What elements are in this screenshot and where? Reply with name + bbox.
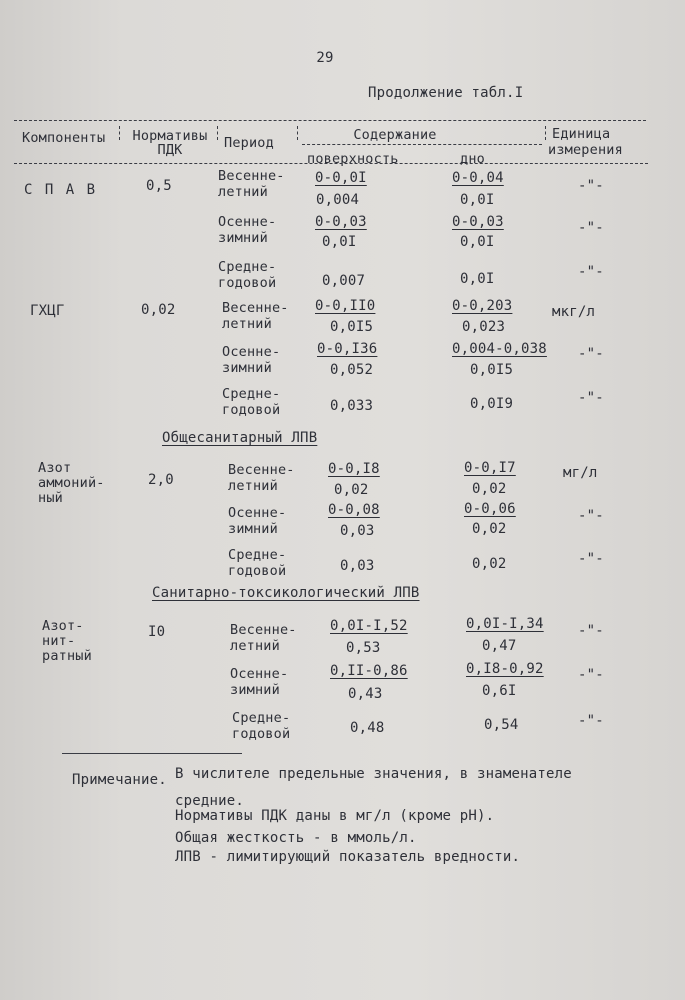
- surface-mean: 0,03: [340, 523, 375, 539]
- component-norm: 0,02: [141, 302, 176, 318]
- unit-value: мкг/л: [552, 304, 596, 320]
- bottom-mean: 0,0I9: [470, 396, 514, 412]
- header-unit-line2: измерения: [548, 142, 623, 158]
- period-label: Весенне-: [230, 622, 297, 638]
- header-unit-line1: Единица: [552, 126, 611, 142]
- period-label: Средне-: [218, 259, 277, 275]
- period-label: Средне-: [222, 386, 281, 402]
- footnote-rule: [62, 753, 242, 754]
- surface-mean: 0,004: [316, 192, 360, 208]
- bottom-mean: 0,54: [484, 717, 519, 733]
- unit-value: -"-: [578, 390, 604, 406]
- table-continuation-caption: Продолжение табл.I: [368, 85, 524, 101]
- header-separator: [297, 126, 298, 140]
- unit-value: -"-: [578, 264, 604, 280]
- section-heading: Общесанитарный ЛПВ: [162, 430, 318, 446]
- period-label: годовой: [232, 726, 291, 742]
- period-label: летний: [228, 478, 278, 494]
- bottom-mean: 0,02: [472, 481, 507, 497]
- period-label: летний: [222, 316, 272, 332]
- bottom-range: 0,I8-0,92: [466, 661, 544, 677]
- surface-mean: 0,02: [334, 482, 369, 498]
- surface-mean: 0,033: [330, 398, 374, 414]
- note-line: Общая жесткость - в ммоль/л.: [175, 830, 417, 846]
- section-heading: Санитарно-токсикологический ЛПВ: [152, 585, 420, 601]
- surface-mean: 0,007: [322, 273, 366, 289]
- surface-range: 0,0I-I,52: [330, 618, 408, 634]
- surface-mean: 0,03: [340, 558, 375, 574]
- header-separator: [545, 126, 546, 140]
- note-line: ЛПВ - лимитирующий показатель вредности.: [175, 849, 521, 865]
- surface-range: 0-0,I36: [317, 341, 378, 357]
- component-name: нит-: [42, 633, 76, 649]
- header-content-rule: [302, 144, 542, 145]
- header-top-rule: [14, 120, 646, 121]
- bottom-mean: 0,0I5: [470, 362, 514, 378]
- bottom-mean: 0,0I: [460, 192, 495, 208]
- surface-range: 0-0,03: [315, 214, 367, 230]
- header-content: Содержание: [353, 127, 437, 143]
- unit-value: -"-: [578, 551, 604, 567]
- header-norms-line1: Нормативы: [132, 128, 208, 144]
- surface-mean: 0,052: [330, 362, 374, 378]
- component-name: С П А В: [24, 182, 98, 198]
- period-label: Весенне-: [222, 300, 289, 316]
- period-label: Весенне-: [228, 462, 295, 478]
- component-name: аммоний-: [38, 475, 105, 491]
- surface-mean: 0,48: [350, 720, 385, 736]
- unit-value: -"-: [578, 713, 604, 729]
- bottom-range: 0-0,04: [452, 170, 504, 186]
- period-label: зимний: [218, 230, 268, 246]
- unit-value: -"-: [578, 346, 604, 362]
- bottom-mean: 0,6I: [482, 683, 517, 699]
- component-name: Азот-: [42, 618, 84, 634]
- header-separator: [119, 126, 120, 140]
- header-surface: поверхность: [307, 151, 399, 167]
- period-label: Осенне-: [228, 505, 287, 521]
- component-name: ный: [38, 490, 63, 506]
- unit-value: -"-: [578, 220, 604, 236]
- period-label: годовой: [228, 563, 287, 579]
- note-line: средние.: [175, 793, 245, 809]
- component-name: ГХЦГ: [30, 303, 65, 319]
- period-label: Осенне-: [218, 214, 277, 230]
- bottom-mean: 0,023: [462, 319, 506, 335]
- header-bottom-rule: [14, 163, 648, 164]
- surface-range: 0-0,0I: [315, 170, 367, 186]
- component-name: Азот: [38, 460, 72, 476]
- header-bottom: дно: [460, 151, 485, 167]
- page-number: 29: [316, 50, 334, 66]
- bottom-range: 0-0,03: [452, 214, 504, 230]
- bottom-mean: 0,0I: [460, 271, 495, 287]
- bottom-mean: 0,02: [472, 521, 507, 537]
- component-norm: 0,5: [146, 178, 172, 194]
- note-line: Нормативы ПДК даны в мг/л (кроме pH).: [175, 808, 495, 824]
- header-period: Период: [224, 135, 274, 151]
- period-label: Средне-: [232, 710, 291, 726]
- bottom-mean: 0,47: [482, 638, 517, 654]
- component-norm: 2,0: [148, 472, 174, 488]
- surface-range: 0-0,08: [328, 502, 380, 518]
- period-label: зимний: [222, 360, 272, 376]
- unit-value: -"-: [578, 508, 604, 524]
- surface-mean: 0,43: [348, 686, 383, 702]
- surface-range: 0,II-0,86: [330, 663, 408, 679]
- bottom-range: 0,0I-I,34: [466, 616, 544, 632]
- header-separator: [217, 126, 218, 140]
- surface-mean: 0,0I5: [330, 319, 374, 335]
- surface-mean: 0,53: [346, 640, 381, 656]
- bottom-mean: 0,02: [472, 556, 507, 572]
- note-line: В числителе предельные значения, в знаменателе: [175, 766, 572, 782]
- note-label: Примечание.: [72, 772, 167, 788]
- unit-value: -"-: [578, 178, 604, 194]
- component-norm: I0: [148, 624, 166, 640]
- surface-mean: 0,0I: [322, 234, 357, 250]
- unit-value: мг/л: [563, 465, 598, 481]
- component-name: ратный: [42, 648, 92, 664]
- period-label: зимний: [230, 682, 280, 698]
- period-label: годовой: [222, 402, 281, 418]
- bottom-range: 0-0,I7: [464, 460, 516, 476]
- period-label: Средне-: [228, 547, 287, 563]
- period-label: летний: [218, 184, 268, 200]
- surface-range: 0-0,II0: [315, 298, 376, 314]
- period-label: летний: [230, 638, 280, 654]
- surface-range: 0-0,I8: [328, 461, 380, 477]
- unit-value: -"-: [578, 623, 604, 639]
- bottom-range: 0-0,06: [464, 501, 516, 517]
- period-label: Весенне-: [218, 168, 285, 184]
- period-label: зимний: [228, 521, 278, 537]
- bottom-range: 0,004-0,038: [452, 341, 547, 357]
- period-label: Осенне-: [222, 344, 281, 360]
- period-label: Осенне-: [230, 666, 289, 682]
- bottom-mean: 0,0I: [460, 234, 495, 250]
- header-components: Компоненты: [22, 130, 106, 146]
- period-label: годовой: [218, 275, 277, 291]
- header-norms-line2: ПДК: [157, 142, 183, 158]
- bottom-range: 0-0,203: [452, 298, 513, 314]
- unit-value: -"-: [578, 667, 604, 683]
